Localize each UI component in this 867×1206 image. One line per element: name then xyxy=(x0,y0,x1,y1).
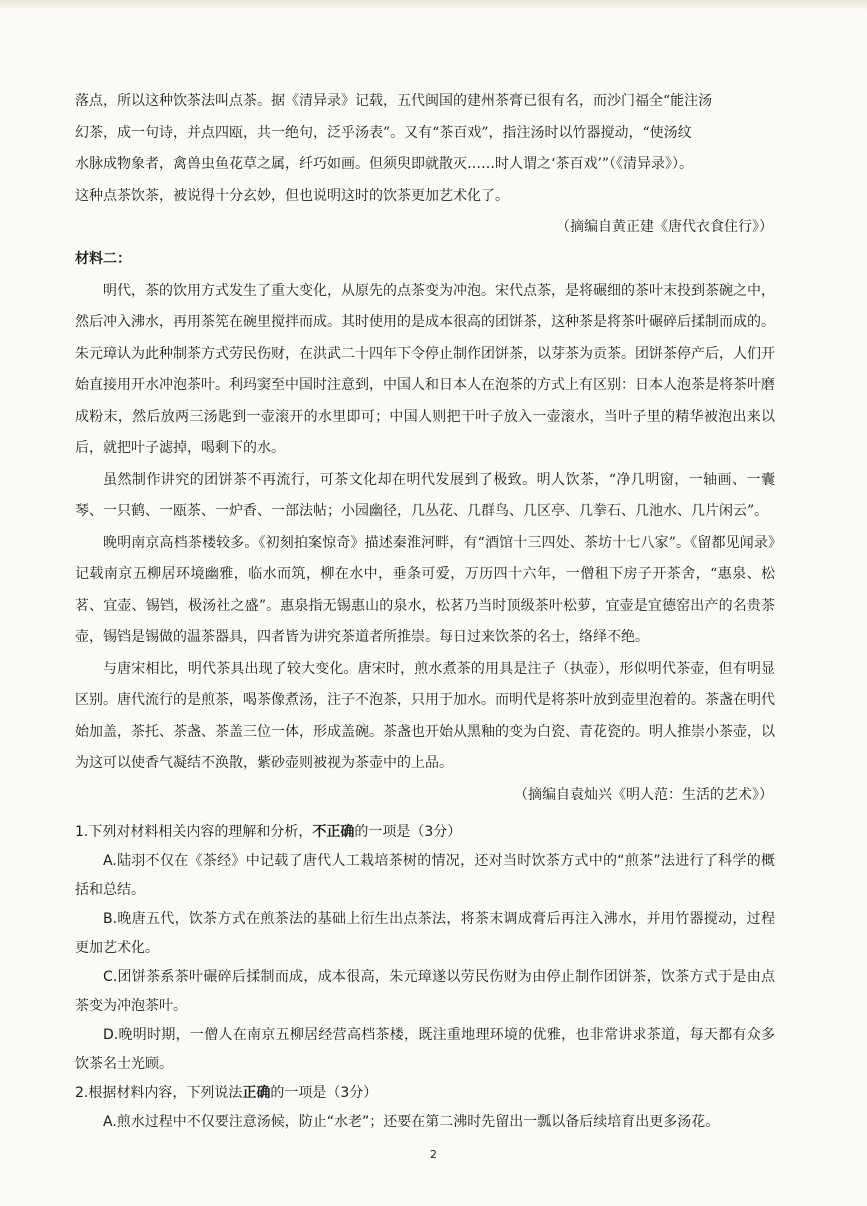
question-2-emphasis: 正确 xyxy=(242,1085,271,1101)
passage-1-line: 水脉成物象者，禽兽虫鱼花草之属，纤巧如画。但须臾即就散灭……时人谓之‘茶百戏’”（《清异录》）。 xyxy=(75,156,694,172)
scan-edge xyxy=(0,0,867,10)
material-2-source: （摘编自袁灿兴《明人范：生活的艺术》） xyxy=(514,786,773,803)
passage-1-source: （摘编自黄正建《唐代衣食住行》） xyxy=(556,219,773,235)
question-1-stem-text: 1.下列对材料相关内容的理解和分析， xyxy=(75,824,313,840)
question-2-points: 的一项是（3分） xyxy=(270,1085,378,1101)
material-2-paragraph: 虽然制作讲究的团饼茶不再流行，可茶文化却在明代发展到了极致。明人饮茶，“净几明窗，一轴画、一囊琴、一只鹤、一瓯茶、一炉香、一部法帖；小园幽径，几丛花、几群鸟、几区亭、几拳石、几池水、几片闲云”。 xyxy=(75,471,775,519)
question-2-stem-text: 2.根据材料内容，下列说法 xyxy=(75,1085,243,1101)
material-2-paragraph: 明代，茶的饮用方式发生了重大变化，从原先的点茶变为冲泡。宋代点茶，是将碾细的茶叶末投到茶碗之中，然后冲入沸水，再用茶筅在碗里搅拌而成。其时使用的是成本很高的团饼茶，这种茶是将茶叶碾碎后揉制而成的。朱元璋认为此种制茶方式劳民伤财，在洪武二十四年下令停止制作团饼茶，以芽茶为贡茶。团饼茶停产后，人们开始直接用开水冲泡茶叶。利玛窦至中国时注意到，中国人和日本人在泡茶的方式上有区别：日本人泡茶是将茶叶磨成粉末，然后放两三汤匙到一壶滚开的水里即可；中国人则把干叶子放入一壶滚水，当叶子里的精华被泡出来以后，就把叶子滤掉，喝剩下的水。 xyxy=(75,282,775,456)
question-1-option-c: C.团饼茶系茶叶碾碎后揉制而成，成本很高，朱元璋遂以劳民伤财为由停止制作团饼茶，饮茶方式于是由点茶变为冲泡茶叶。 xyxy=(75,969,775,1014)
question-2-stem xyxy=(75,1079,775,1108)
question-1-stem xyxy=(75,818,775,847)
questions xyxy=(75,818,775,1137)
question-1-option-d: D.晚明时期，一僧人在南京五柳居经营高档茶楼，既注重地理环境的优雅，也非常讲求茶道，每天都有众多饮茶名士光顾。 xyxy=(75,1027,775,1072)
page-number: 2 xyxy=(430,1148,437,1161)
material-2 xyxy=(75,244,775,811)
question-1-option-b: B.晚唐五代，饮茶方式在煎茶法的基础上衍生出点茶法，将茶末调成膏后再注入沸水，并用竹器搅动，过程更加艺术化。 xyxy=(75,911,775,956)
passage-1 xyxy=(75,86,775,244)
material-2-paragraph: 与唐宋相比，明代茶具出现了较大变化。唐宋时，煎水煮茶的用具是注子（执壶），形似明代茶壶，但有明显区别。唐代流行的是煎茶，喝茶像煮汤，注子不泡茶，只用于加水。而明代是将茶叶放到壶里泡着的。茶盏在明代始加盖，茶托、茶盏、茶盖三位一体，形成盖碗。茶盏也开始从黑釉的变为白瓷、青花瓷的。明人推崇小茶壶，以为这可以使香气凝结不涣散，紫砂壶则被视为茶壶中的上品。 xyxy=(75,660,775,771)
question-1-points: 的一项是（3分） xyxy=(354,824,462,840)
question-2-option-a: A.煎水过程中不仅要注意汤候，防止“水老”；还要在第二沸时先留出一瓢以备后续培育出更多汤花。 xyxy=(103,1114,720,1130)
passage-1-line: 落点，所以这种饮茶法叫点茶。据《清异录》记载，五代闽国的建州茶膏已很有名，而沙门福全“能注汤 xyxy=(75,93,713,109)
question-1-option-a: A.陆羽不仅在《茶经》中记载了唐代人工栽培茶树的情况，还对当时饮茶方式中的“煎茶”法进行了科学的概括和总结。 xyxy=(75,853,775,898)
passage-1-line: 这种点茶饮茶，被说得十分玄妙，但也说明这时的饮茶更加艺术化了。 xyxy=(75,187,509,204)
material-2-heading: 材料二： xyxy=(75,251,131,267)
material-2-paragraph: 晚明南京高档茶楼较多。《初刻拍案惊奇》描述秦淮河畔，有“酒馆十三四处、茶坊十七八家”。《留都见闻录》记载南京五柳居环境幽雅，临水而筑，柳在水中，垂条可爱，万历四十六年，一僧租下房子开茶舍，“惠泉、松茗、宜壶、锡铛，极汤社之盛”。惠泉指无锡惠山的泉水，松茗乃当时顶级茶叶松萝，宜壶是宜德窑出产的名贵茶壶，锡铛是锡做的温茶器具，四者皆为讲究茶道者所推崇。每日过来饮茶的名士，络绎不绝。 xyxy=(75,534,775,645)
passage-1-line: 幻茶，成一句诗，并点四瓯，共一绝句，泛乎汤表”。又有“茶百戏”，指注汤时以竹器搅动，“使汤纹 xyxy=(75,124,692,141)
question-1-emphasis: 不正确 xyxy=(312,824,355,840)
